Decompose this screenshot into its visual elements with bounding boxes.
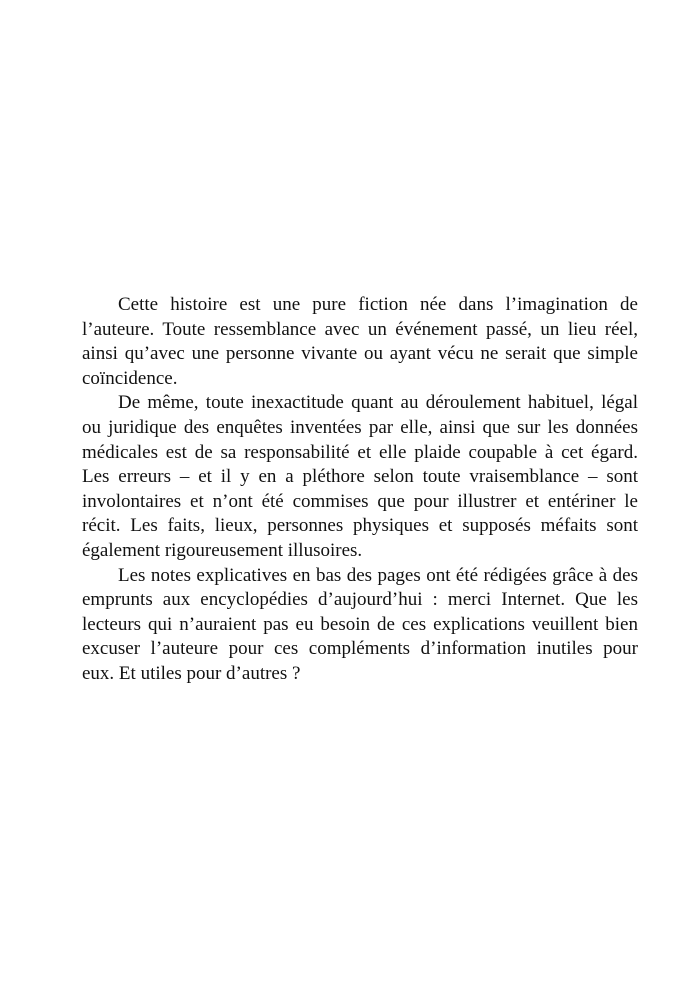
text-line: coïncidence.	[82, 367, 178, 389]
text-line: Les erreurs – et il y en a pléthore selon toute vraisemblance – sont	[82, 466, 638, 488]
text-line: ainsi qu’avec une personne vivante ou ayant vécu ne serait que simple	[82, 343, 638, 365]
text-line: Les notes explicatives en bas des pages ont été rédigées grâce à des	[118, 564, 638, 586]
text-line: eux. Et utiles pour d’autres ?	[82, 662, 301, 684]
text-line: involontaires et n’ont été commises que pour illustrer et entériner le	[82, 490, 638, 512]
text-line: l’auteure. Toute ressemblance avec un événement passé, un lieu réel,	[82, 318, 638, 340]
text-line: emprunts aux encyclopédies d’aujourd’hui : merci Internet. Que les	[82, 589, 638, 611]
text-line: récit. Les faits, lieux, personnes physiques et supposés méfaits sont	[82, 515, 638, 537]
text-line: lecteurs qui n’auraient pas eu besoin de ces explications veuillent bien	[82, 613, 638, 635]
paragraph-3	[82, 564, 638, 687]
paragraph-2	[82, 391, 638, 563]
text-line: Cette histoire est une pure fiction née dans l’imagination de	[118, 294, 638, 315]
text-line: également rigoureusement illusoires.	[82, 539, 363, 561]
text-line: De même, toute inexactitude quant au déroulement habituel, légal	[118, 392, 638, 414]
text-line: excuser l’auteure pour ces compléments d’information inutiles pour	[82, 638, 638, 660]
text-line: ou juridique des enquêtes inventées par elle, ainsi que sur les données	[82, 416, 638, 438]
disclaimer-text	[82, 293, 638, 687]
text-line: médicales est de sa responsabilité et elle plaide coupable à cet égard.	[82, 441, 638, 463]
paragraph-1	[82, 293, 638, 391]
